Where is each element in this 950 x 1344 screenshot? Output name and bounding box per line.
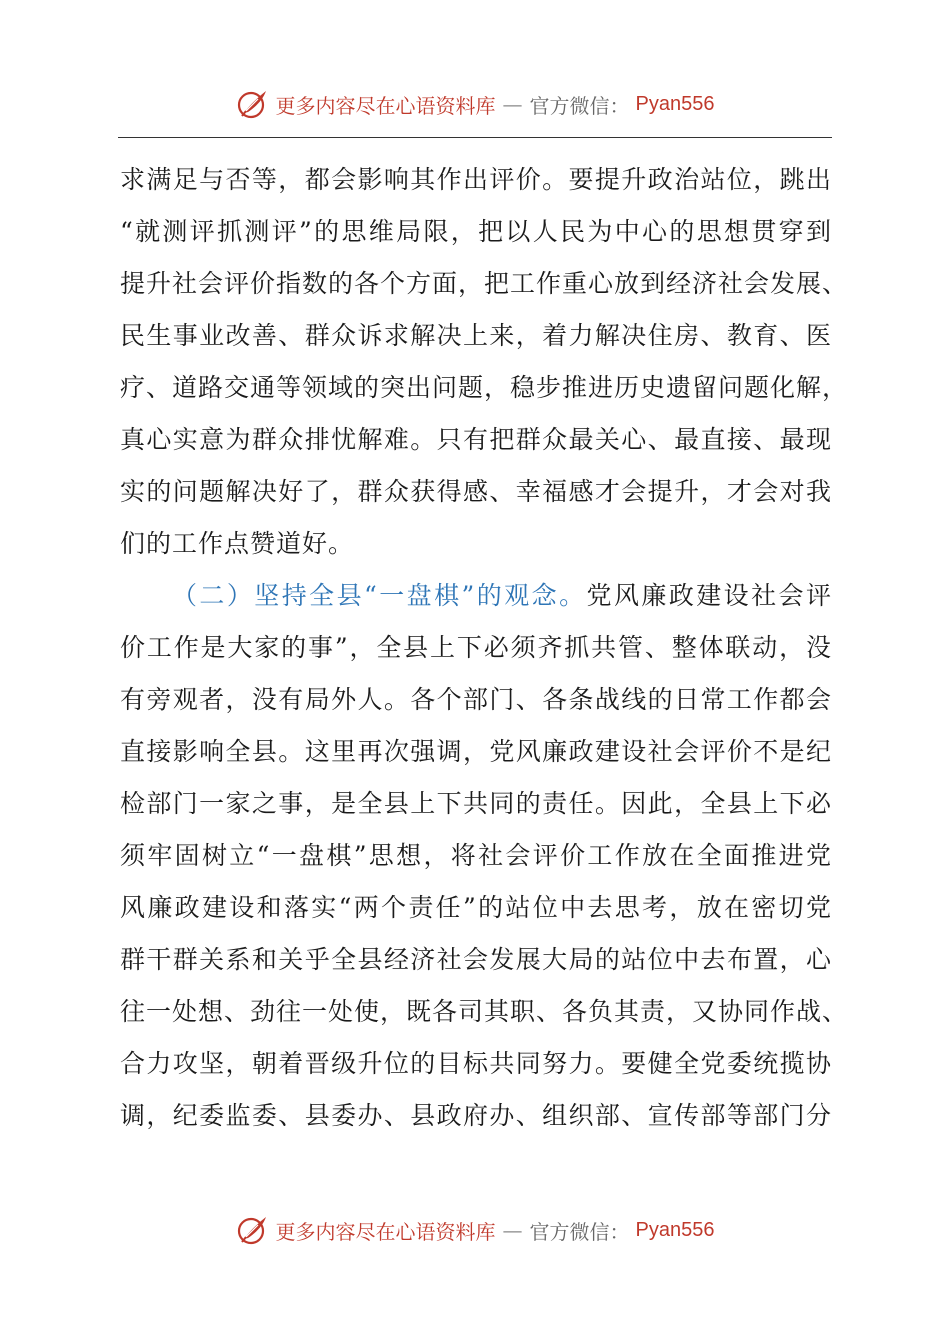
body-line: 检部门一家之事，是全县上下共同的责任。因此，全县上下必 — [120, 789, 832, 818]
footer-wechat-id: Pyan556 — [635, 1218, 715, 1241]
body-line: 直接影响全县。这里再次强调，党风廉政建设社会评价不是纪 — [120, 737, 832, 766]
section-heading-line — [120, 570, 832, 622]
body-line: 价工作是大家的事”，全县上下必须齐抓共管、整体联动，没 — [120, 633, 832, 662]
footer-logo-group — [236, 1213, 715, 1247]
body-line: 真心实意为群众排忧解难。只有把群众最关心、最直接、最现 — [120, 425, 832, 454]
body-line: 提升社会评价指数的各个方面，把工作重心放到经济社会发展、 — [120, 269, 849, 298]
body-line: 风廉政建设和落实“两个责任”的站位中去思考，放在密切党 — [120, 893, 832, 922]
body-line: 疗、道路交通等领域的突出问题，稳步推进历史遗留问题化解， — [120, 373, 849, 402]
footer-dash: — — [502, 1218, 523, 1242]
body-line: 有旁观者，没有局外人。各个部门、各条战线的日常工作都会 — [120, 685, 832, 714]
body-line: 须牢固树立“一盘棋”思想，将社会评价工作放在全面推进党 — [120, 841, 832, 870]
quill-pen-logo-icon — [236, 1213, 270, 1247]
body-line: “就测评抓测评”的思维局限，把以人民为中心的思想贯穿到 — [120, 217, 832, 246]
header-brand-text: 更多内容尽在心语资料库 — [275, 93, 496, 118]
header-divider — [118, 137, 832, 138]
body-line: 们的工作点赞道好。 — [120, 529, 355, 558]
page-header — [0, 84, 950, 124]
footer-brand-text: 更多内容尽在心语资料库 — [275, 1219, 496, 1244]
section-heading-rest: 党风廉政建设社会评 — [586, 581, 832, 610]
header-wechat-id: Pyan556 — [635, 92, 715, 115]
footer-wechat-label: 官方微信： — [529, 1219, 630, 1244]
page-footer — [0, 1210, 950, 1250]
quill-pen-logo-icon — [236, 87, 270, 121]
body-line: 求满足与否等，都会影响其作出评价。要提升政治站位，跳出 — [120, 165, 832, 194]
header-wechat-label: 官方微信： — [529, 93, 630, 118]
body-line: 合力攻坚，朝着晋级升位的目标共同努力。要健全党委统揽协 — [120, 1049, 832, 1078]
body-line: 往一处想、劲往一处使，既各司其职、各负其责，又协同作战、 — [120, 997, 849, 1026]
header-dash: — — [502, 92, 523, 116]
body-line: 民生事业改善、群众诉求解决上来，着力解决住房、教育、医 — [120, 321, 832, 350]
body-line: 调，纪委监委、县委办、县政府办、组织部、宣传部等部门分 — [120, 1101, 832, 1130]
body-line: 实的问题解决好了，群众获得感、幸福感才会提升，才会对我 — [120, 477, 832, 506]
section-heading: （二）坚持全县“一盘棋”的观念。 — [172, 581, 587, 610]
header-logo-group — [236, 87, 715, 121]
document-body — [120, 154, 849, 1142]
body-line: 群干群关系和关乎全县经济社会发展大局的站位中去布置，心 — [120, 945, 832, 974]
